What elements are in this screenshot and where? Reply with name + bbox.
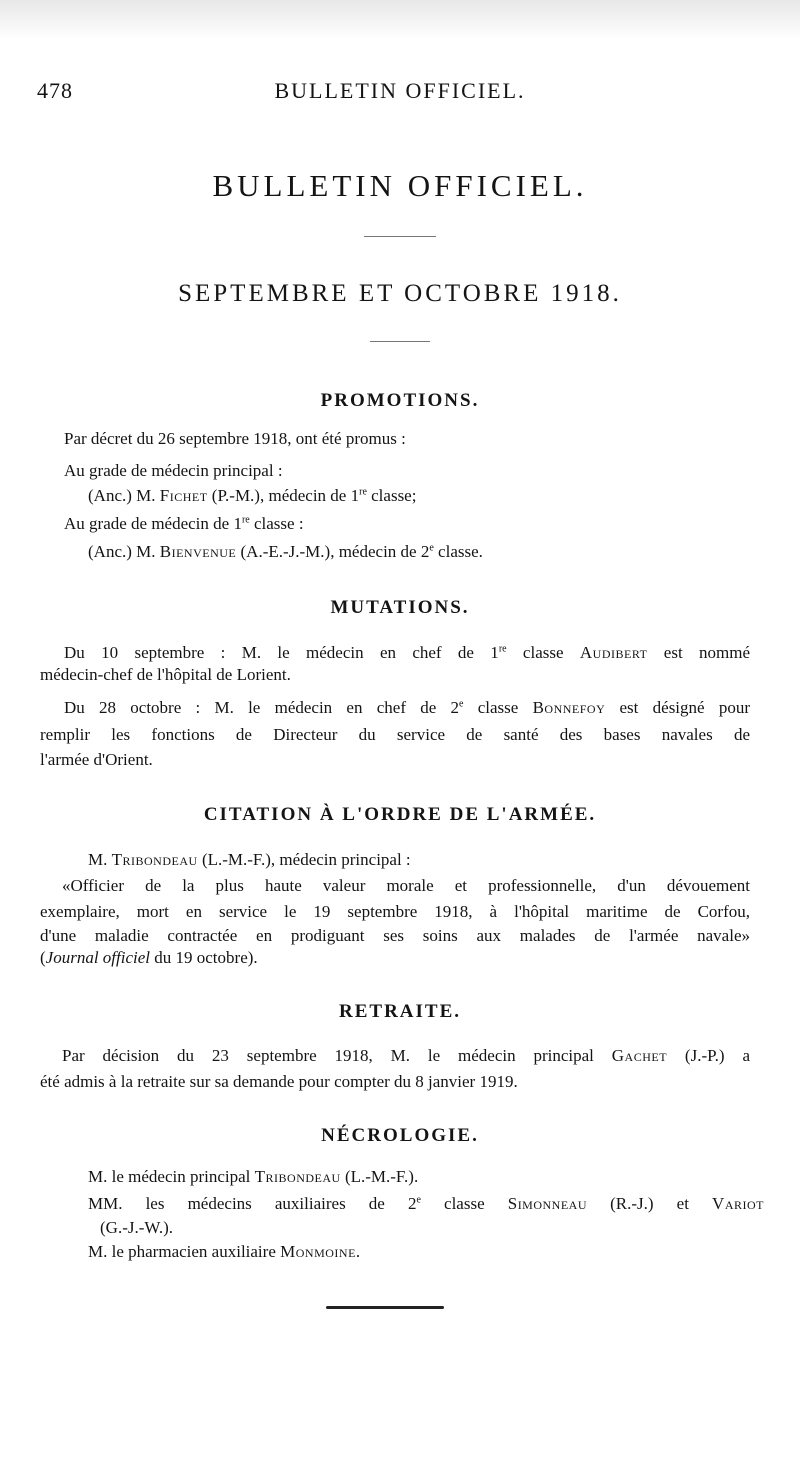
section-heading-citation: CITATION À L'ORDRE DE L'ARMÉE.	[203, 804, 597, 825]
citation-text-line4: (Journal officiel du 19 octobre).	[40, 948, 258, 967]
person-name: Tribondeau	[111, 850, 198, 869]
issue-subtitle: SEPTEMBRE ET OCTOBRE 1918.	[178, 280, 622, 307]
mutation-bonnefoy-line3: l'armée d'Orient.	[40, 750, 153, 769]
citation-subject: M. Tribondeau (L.-M.-F.), médecin principal :	[88, 850, 411, 869]
promotion-entry-bienvenue: (Anc.) M. Bienvenue (A.-E.-J.-M.), médecin de 2e classe.	[88, 542, 483, 561]
person-name: Monmoine	[280, 1242, 356, 1261]
retraite-line1: Par décision du 23 septembre 1918, M. le médecin principal Gachet (J.-P.) a	[62, 1046, 751, 1065]
section-heading-promotions: PROMOTIONS.	[320, 390, 480, 411]
running-title: BULLETIN OFFICIEL.	[274, 78, 526, 103]
citation-text-line2: exemplaire, mort en service le 19 septembre 1918, à l'hôpital maritime de Corfou,	[40, 902, 750, 921]
running-header	[0, 78, 800, 108]
promotions-intro: Par décret du 26 septembre 1918, ont été promus :	[64, 429, 406, 448]
necrologie-entry-auxiliaires: MM. les médecins auxiliaires de 2e classe Simonneau (R.-J.) et Variot	[88, 1194, 764, 1213]
person-name: Variot	[712, 1194, 764, 1213]
page-title: BULLETIN OFFICIEL.	[212, 168, 588, 203]
necrologie-entry-tribondeau: M. le médecin principal Tribondeau (L.-M.-F.).	[88, 1167, 419, 1186]
promotions-grade-principal: Au grade de médecin principal :	[64, 461, 283, 480]
mutation-bonnefoy-line1: Du 28 octobre : M. le médecin en chef de 2e classe Bonnefoy est désigné pour	[64, 698, 750, 717]
person-name: Bonnefoy	[532, 698, 606, 717]
title-rule	[364, 236, 436, 237]
citation-text-line3: d'une maladie contractée en prodiguant ses soins aux malades de l'armée navale»	[40, 926, 750, 945]
subtitle-rule	[370, 341, 430, 342]
mutation-audibert-line1: Du 10 septembre : M. le médecin en chef de 1re classe Audibert est nommé	[64, 643, 750, 662]
citation-text-line1: «Officier de la plus haute valeur morale et professionnelle, d'un dévouement	[62, 876, 750, 895]
page-number: 478	[37, 78, 73, 103]
promotions-grade-first-class: Au grade de médecin de 1re classe :	[64, 514, 304, 533]
necrologie-entry-monmoine: M. le pharmacien auxiliaire Monmoine.	[88, 1242, 361, 1261]
journal-title: Journal officiel	[45, 948, 151, 967]
person-name: Simonneau	[507, 1194, 588, 1213]
section-heading-mutations: MUTATIONS.	[330, 597, 470, 618]
closing-rule	[326, 1306, 444, 1309]
retraite-line2: été admis à la retraite sur sa demande pour compter du 8 janvier 1919.	[40, 1072, 518, 1091]
mutation-bonnefoy-line2: remplir les fonctions de Directeur du service de santé des bases navales de	[40, 725, 750, 744]
person-name: Tribondeau	[254, 1167, 341, 1186]
person-name: Fichet	[159, 486, 208, 505]
section-heading-retraite: RETRAITE.	[339, 1001, 461, 1022]
person-name: Gachet	[611, 1046, 668, 1065]
person-name: Audibert	[579, 643, 648, 662]
necrologie-entry-auxiliaires-initials: (G.-J.-W.).	[100, 1218, 174, 1237]
section-heading-necrologie: NÉCROLOGIE.	[321, 1125, 479, 1146]
scan-shadow	[0, 0, 800, 40]
mutation-audibert-line2: médecin-chef de l'hôpital de Lorient.	[40, 665, 291, 684]
person-name: Bienvenue	[159, 542, 237, 561]
promotion-entry-fichet: (Anc.) M. Fichet (P.-M.), médecin de 1re classe;	[88, 486, 417, 505]
